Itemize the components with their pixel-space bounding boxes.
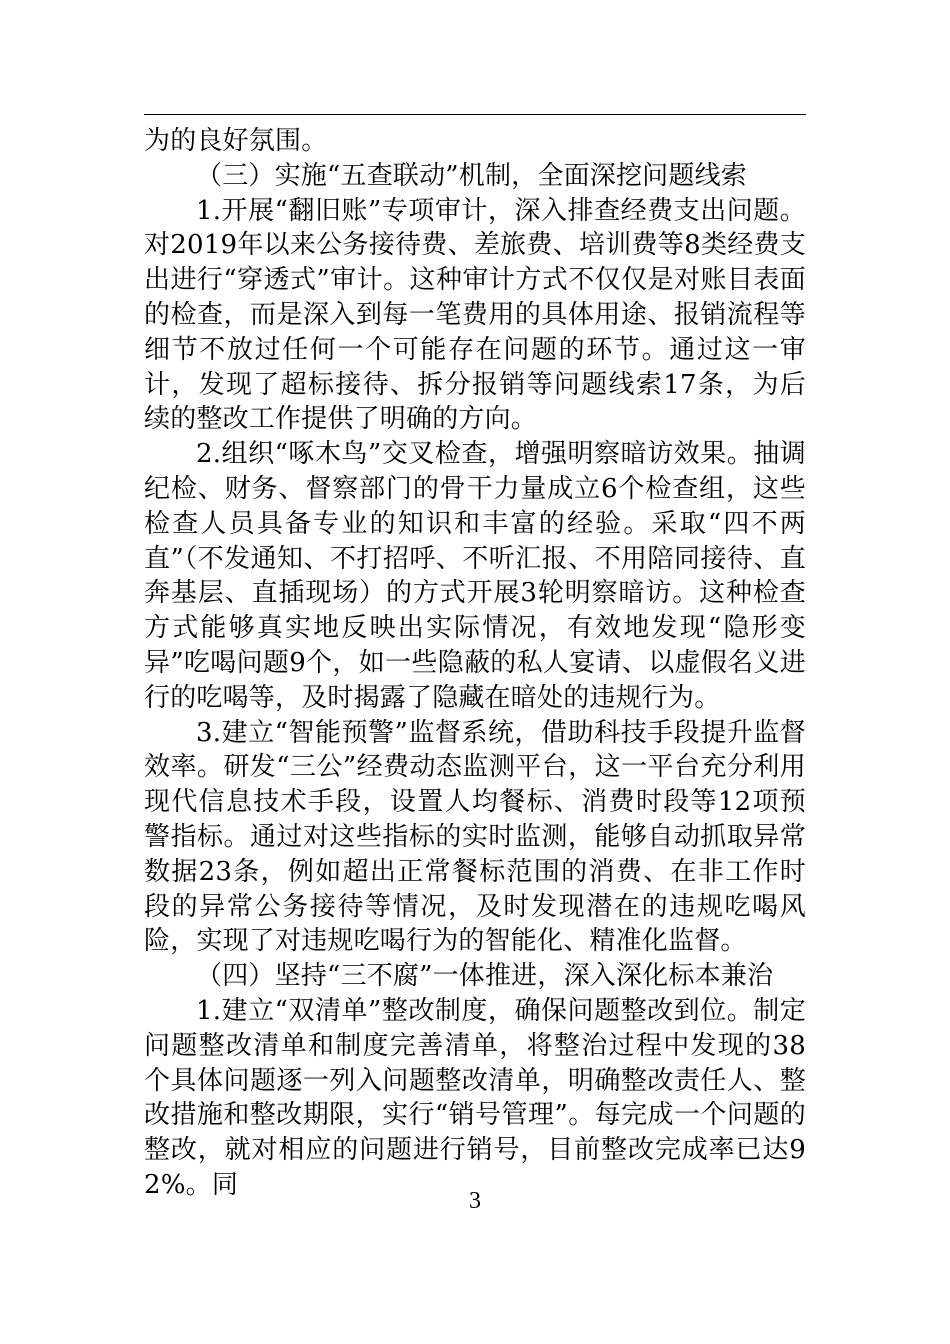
- paragraph-item-4: 1.建立“双清单”整改制度，确保问题整改到位。制定问题整改清单和制度完善清单，将整治过程中发现的38个具体问题逐一列入问题整改清单，明确整改责任人、整改措施和整改期限，实行“销号管理”。每完成一个问题的整改，就对相应的问题进行销号，目前整改完成率已达92%。同: [144, 995, 806, 1200]
- section-heading-3: （三）实施“五查联动”机制，全面深挖问题线索: [196, 160, 747, 191]
- page-number: 3: [469, 1188, 481, 1214]
- header-rule: [144, 114, 806, 115]
- paragraph-item-3: 3.建立“智能预警”监督系统，借助科技手段提升监督效率。研发“三公”经费动态监测平台，这一平台充分利用现代信息技术手段，设置人均餐标、消费时段等12项预警指标。通过对这些指标的实时监测，能够自动抓取异常数据23条，例如超出正常餐标范围的消费、在非工作时段的异常公务接待等情况，及时发现潜在的违规吃喝风险，实现了对违规吃喝行为的智能化、精准化监督。: [144, 717, 806, 957]
- paragraph-continuation: 为的良好氛围。: [144, 126, 328, 156]
- body-text: [144, 124, 806, 1203]
- paragraph-item-2: 2.组织“啄木鸟”交叉检查，增强明察暗访效果。抽调纪检、财务、督察部门的骨干力量成立6个检查组，这些检查人员具备专业的知识和丰富的经验。采取“四不两直”（不发通知、不打招呼、不听汇报、不用陪同接待、直奔基层、直插现场）的方式开展3轮明察暗访。这种检查方式能够真实地反映出实际情况，有效地发现“隐形变异”吃喝问题9个，如一些隐蔽的私人宴请、以虚假名义进行的吃喝等，及时揭露了隐藏在暗处的违规行为。: [144, 439, 806, 713]
- section-heading-4: （四）坚持“三不腐”一体推进，深入深化标本兼治: [196, 961, 774, 992]
- paragraph-item-1: 1.开展“翻旧账”专项审计，深入排查经费支出问题。对2019年以来公务接待费、差旅费、培训费等8类经费支出进行“穿透式”审计。这种审计方式不仅仅是对账目表面的检查，而是深入到每一笔费用的具体用途、报销流程等细节不放过任何一个可能存在问题的环节。通过这一审计，发现了超标接待、拆分报销等问题线索17条，为后续的整改工作提供了明确的方向。: [144, 195, 806, 435]
